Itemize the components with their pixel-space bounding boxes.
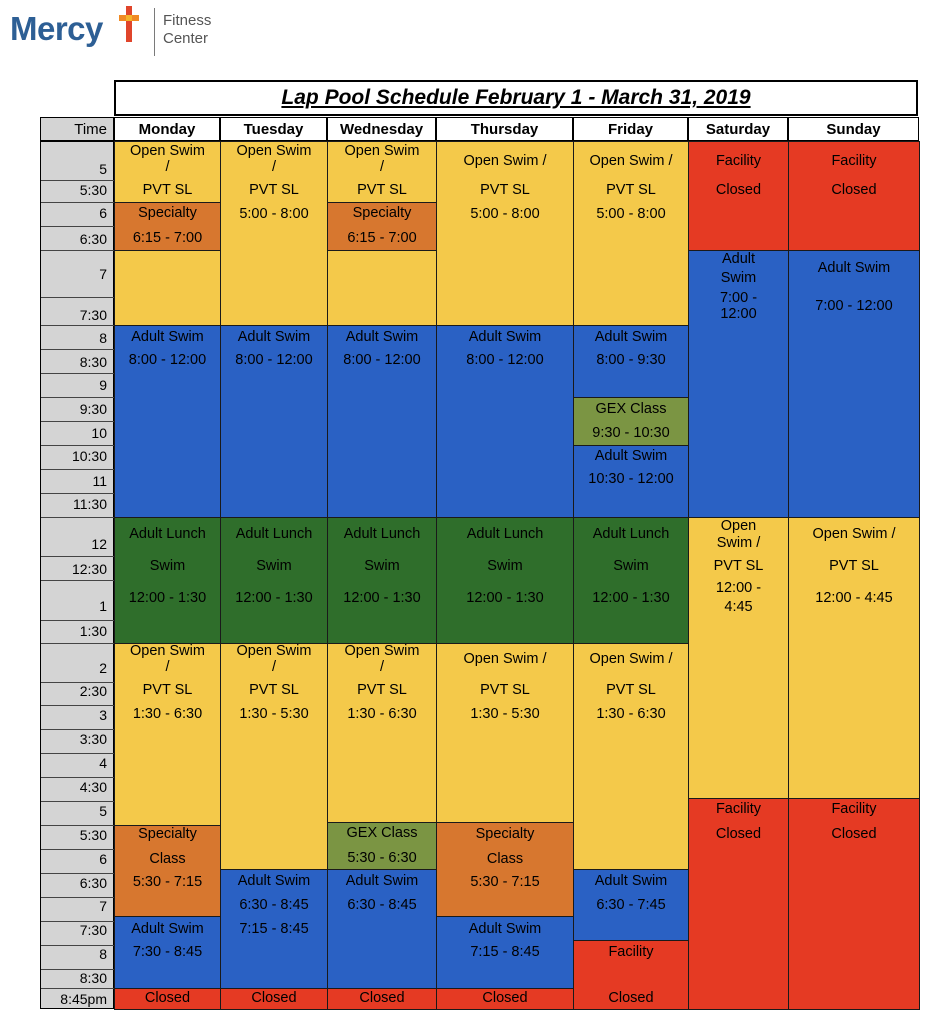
block-text: 12:00 - 1:30 — [128, 590, 207, 606]
schedule-block-mon-adult2 — [114, 916, 221, 989]
time-divider — [41, 517, 115, 518]
schedule-block-tue-adult2 — [220, 869, 328, 989]
block-text: Closed — [359, 990, 405, 1006]
schedule-block-fri-gex — [573, 397, 689, 446]
block-text: Class — [149, 851, 186, 867]
schedule-grid — [40, 117, 919, 1009]
schedule-block-tue-open — [220, 141, 328, 326]
time-label: 8 — [99, 330, 107, 346]
block-text: Swim — [487, 558, 523, 574]
block-text: PVT SL — [480, 182, 530, 198]
block-text: 6:30 - 8:45 — [347, 897, 417, 913]
block-text: / — [379, 159, 385, 175]
block-text: Closed — [715, 826, 762, 842]
time-column — [40, 141, 114, 1009]
block-text: Swim — [613, 558, 649, 574]
block-text: Adult Swim — [131, 921, 204, 937]
schedule-block-tue-open2 — [220, 643, 328, 870]
time-label: 8:30 — [79, 354, 107, 370]
schedule-block-mon-adult — [114, 325, 221, 518]
time-label: 5:30 — [79, 827, 107, 843]
block-text: Open Swim / — [589, 651, 673, 667]
block-text: Swim — [364, 558, 400, 574]
block-text: 7:15 - 8:45 — [470, 944, 540, 960]
block-text: Adult Swim — [468, 329, 542, 345]
logo-separator — [154, 8, 155, 56]
block-text: 10:30 - 12:00 — [588, 471, 674, 487]
block-text: Swim / — [716, 535, 761, 551]
block-text: Adult Lunch — [592, 526, 670, 542]
block-text: Adult Lunch — [343, 526, 421, 542]
block-text: Adult Lunch — [235, 526, 313, 542]
block-text: Adult Swim — [468, 921, 542, 937]
block-text: Open Swim — [344, 143, 420, 159]
block-text: Facility — [715, 801, 762, 817]
logo-subtitle: Fitness Center — [163, 12, 212, 47]
block-text: Closed — [715, 182, 762, 198]
time-label: 2:30 — [79, 683, 107, 699]
block-text: 6:15 - 7:00 — [347, 230, 417, 246]
block-text: / — [271, 659, 277, 675]
block-text: Swim — [256, 558, 292, 574]
time-label: 7:30 — [79, 307, 107, 323]
block-text: Facility — [715, 153, 762, 169]
schedule-block-wed-adult — [327, 325, 437, 518]
schedule-block-fri-adult2 — [573, 445, 689, 518]
time-divider — [41, 325, 115, 326]
schedule-block-sat-closed2 — [688, 798, 789, 1010]
block-text: Closed — [608, 990, 654, 1006]
time-label: 4 — [99, 755, 107, 771]
time-divider — [41, 397, 115, 398]
block-text: Open Swim / — [463, 153, 547, 169]
block-text: PVT SL — [606, 682, 656, 698]
time-divider — [41, 643, 115, 644]
time-divider — [41, 202, 115, 203]
cross-icon — [117, 6, 141, 42]
time-label: 7 — [99, 898, 107, 914]
block-text: PVT SL — [142, 182, 193, 198]
time-label: 6 — [99, 851, 107, 867]
schedule-block-sat-closed1 — [688, 141, 789, 251]
block-text: 6:30 - 7:45 — [596, 897, 666, 913]
block-text: Open Swim — [236, 643, 312, 659]
time-divider — [41, 469, 115, 470]
header-saturday: Saturday — [688, 117, 788, 141]
block-text: Adult Lunch — [129, 526, 206, 542]
block-text: Swim — [720, 270, 757, 286]
time-divider — [41, 297, 115, 298]
block-text: Closed — [482, 990, 528, 1006]
block-text: Closed — [831, 826, 877, 842]
time-divider — [41, 180, 115, 181]
time-divider — [41, 753, 115, 754]
block-text: / — [379, 659, 385, 675]
block-text: 12:00 - 1:30 — [592, 590, 670, 606]
schedule-block-mon-open2 — [114, 643, 221, 826]
block-text: / — [165, 159, 170, 175]
time-divider — [41, 777, 115, 778]
block-text: 1:30 - 6:30 — [132, 706, 203, 722]
time-label: 1:30 — [79, 623, 107, 639]
time-divider — [41, 493, 115, 494]
schedule-block-fri-closed — [573, 940, 689, 1010]
header-wednesday: Wednesday — [327, 117, 436, 141]
time-label: 12 — [91, 536, 107, 552]
block-text: Open Swim — [130, 143, 205, 159]
time-label: 7 — [99, 266, 107, 282]
block-text: 5:00 - 8:00 — [596, 206, 666, 222]
block-text: 1:30 - 5:30 — [470, 706, 540, 722]
header-sunday: Sunday — [788, 117, 919, 141]
schedule-block-sat-open — [688, 517, 789, 799]
block-text: 7:00 - 12:00 — [815, 298, 893, 314]
time-label: 8 — [99, 946, 107, 962]
time-label: 5 — [99, 803, 107, 819]
block-text: 7:30 - 8:45 — [132, 944, 203, 960]
time-divider — [41, 445, 115, 446]
header-thursday: Thursday — [436, 117, 573, 141]
logo-brand: Mercy — [10, 10, 103, 47]
schedule-block-mon-closed — [114, 988, 221, 1010]
block-text: Adult Swim — [131, 329, 204, 345]
time-divider — [41, 580, 115, 581]
schedule-block-wed-lunch — [327, 517, 437, 644]
schedule-block-mon-blank — [114, 250, 221, 326]
block-text: 12:00 - — [715, 580, 762, 596]
time-label: 8:45pm — [60, 991, 107, 1007]
time-divider — [41, 556, 115, 557]
block-text: Adult Swim — [345, 329, 419, 345]
schedule-block-wed-open — [327, 141, 437, 203]
block-text: 12:00 - 4:45 — [815, 590, 893, 606]
time-label: 10:30 — [71, 448, 107, 464]
schedule-block-wed-spec1 — [327, 202, 437, 251]
time-divider — [41, 705, 115, 706]
header-friday: Friday — [573, 117, 688, 141]
block-text: / — [165, 659, 170, 675]
block-text: 8:00 - 12:00 — [343, 352, 421, 368]
schedule-block-thu-open — [436, 141, 574, 326]
schedule-block-fri-open2 — [573, 643, 689, 870]
block-text: 7:00 - — [719, 290, 758, 306]
schedule-block-tue-lunch — [220, 517, 328, 644]
block-text: / — [271, 159, 277, 175]
schedule-block-sun-adult — [788, 250, 920, 518]
time-divider — [41, 421, 115, 422]
header-monday: Monday — [114, 117, 220, 141]
block-text: Adult Lunch — [466, 526, 544, 542]
block-text: PVT SL — [142, 682, 193, 698]
schedule-block-mon-lunch — [114, 517, 221, 644]
schedule-block-fri-adult3 — [573, 869, 689, 941]
time-label: 9:30 — [79, 401, 107, 417]
block-text: Adult Swim — [594, 448, 668, 464]
schedule-block-thu-open2 — [436, 643, 574, 823]
block-text: PVT SL — [357, 182, 407, 198]
time-label: 11:30 — [73, 496, 107, 512]
schedule-block-sun-closed1 — [788, 141, 920, 251]
block-text: Adult Swim — [237, 329, 311, 345]
block-text: Open Swim — [236, 143, 312, 159]
time-label: 2 — [99, 660, 107, 676]
time-divider — [41, 873, 115, 874]
schedule-block-sun-open — [788, 517, 920, 799]
block-text: 9:30 - 10:30 — [592, 425, 670, 441]
header-tuesday: Tuesday — [220, 117, 327, 141]
schedule-block-mon-spec1 — [114, 202, 221, 251]
schedule-block-sun-closed2 — [788, 798, 920, 1010]
block-text: 8:00 - 12:00 — [128, 352, 207, 368]
time-divider — [41, 250, 115, 251]
block-text: 5:30 - 7:15 — [132, 874, 203, 890]
block-text: Closed — [251, 990, 297, 1006]
time-divider — [41, 729, 115, 730]
block-text: Adult Swim — [817, 260, 891, 276]
time-label: 10 — [91, 425, 107, 441]
block-text: 8:00 - 12:00 — [235, 352, 313, 368]
block-text: 7:15 - 8:45 — [239, 921, 309, 937]
block-text: GEX Class — [595, 401, 667, 417]
time-label: 11 — [92, 473, 107, 489]
schedule-block-mon-open — [114, 141, 221, 203]
block-text: 12:00 - 1:30 — [466, 590, 544, 606]
time-label: 6 — [99, 205, 107, 221]
time-label: 1 — [99, 598, 107, 614]
time-divider — [41, 801, 115, 802]
block-text: 1:30 - 5:30 — [239, 706, 309, 722]
time-label: 6:30 — [79, 231, 107, 247]
time-divider — [41, 226, 115, 227]
time-label: 3 — [99, 707, 107, 723]
block-text: PVT SL — [480, 682, 530, 698]
block-text: Open — [720, 518, 757, 534]
block-text: PVT SL — [829, 558, 879, 574]
block-text: Specialty — [352, 205, 412, 221]
block-text: Open Swim — [130, 643, 205, 659]
time-divider — [41, 825, 115, 826]
block-text: 6:15 - 7:00 — [132, 230, 203, 246]
block-text: Specialty — [138, 826, 197, 842]
schedule-block-thu-closed — [436, 988, 574, 1010]
schedule-block-thu-spec — [436, 822, 574, 917]
block-text: Swim — [149, 558, 186, 574]
schedule-block-wed-closed — [327, 988, 437, 1010]
block-text: Adult Swim — [345, 873, 419, 889]
block-text: 5:30 - 6:30 — [347, 850, 417, 866]
time-divider — [41, 988, 115, 989]
schedule-block-tue-closed — [220, 988, 328, 1010]
time-label: 4:30 — [79, 779, 107, 795]
block-text: PVT SL — [606, 182, 656, 198]
block-text: Open Swim / — [463, 651, 547, 667]
block-text: 1:30 - 6:30 — [596, 706, 666, 722]
time-divider — [41, 849, 115, 850]
block-text: Specialty — [138, 205, 197, 221]
time-divider — [41, 373, 115, 374]
block-text: Open Swim / — [812, 526, 896, 542]
schedule-title: Lap Pool Schedule February 1 - March 31, 2019 — [281, 86, 751, 109]
block-text: Adult Swim — [594, 873, 668, 889]
block-text: 8:00 - 12:00 — [466, 352, 544, 368]
schedule-block-sat-adult — [688, 250, 789, 518]
time-label: 3:30 — [79, 731, 107, 747]
time-label: 8:30 — [79, 970, 107, 986]
block-text: Open Swim / — [589, 153, 673, 169]
schedule-block-wed-open2 — [327, 643, 437, 823]
block-text: PVT SL — [249, 182, 299, 198]
block-text: 4:45 — [724, 599, 753, 615]
block-text: 5:00 - 8:00 — [470, 206, 540, 222]
block-text: PVT SL — [713, 558, 764, 574]
time-divider — [41, 620, 115, 621]
schedule-block-fri-adult — [573, 325, 689, 398]
block-text: 12:00 — [720, 306, 757, 322]
block-text: Facility — [608, 944, 654, 960]
schedule-block-mon-spec2 — [114, 825, 221, 917]
block-text: Class — [486, 851, 524, 867]
block-text: Facility — [831, 153, 877, 169]
block-text: 1:30 - 6:30 — [347, 706, 417, 722]
schedule-block-thu-adult — [436, 325, 574, 518]
time-divider — [41, 349, 115, 350]
time-label: 5:30 — [79, 182, 107, 198]
block-text: Specialty — [475, 826, 535, 842]
block-text: PVT SL — [249, 682, 299, 698]
block-text: 12:00 - 1:30 — [235, 590, 313, 606]
block-text: Closed — [144, 990, 191, 1006]
block-text: 12:00 - 1:30 — [343, 590, 421, 606]
schedule-block-thu-lunch — [436, 517, 574, 644]
block-text: PVT SL — [357, 682, 407, 698]
time-label: 6:30 — [79, 875, 107, 891]
schedule-title-box — [114, 80, 918, 116]
schedule-block-thu-adult2 — [436, 916, 574, 989]
block-text: 8:00 - 9:30 — [596, 352, 666, 368]
block-text: Facility — [831, 801, 877, 817]
block-text: GEX Class — [346, 825, 418, 841]
schedule-block-fri-open — [573, 141, 689, 326]
block-text: Open Swim — [344, 643, 420, 659]
time-label: 7:30 — [79, 922, 107, 938]
schedule-block-wed-adult2 — [327, 869, 437, 989]
time-label: 5 — [99, 161, 107, 177]
header-time: Time — [40, 117, 114, 141]
block-text: Adult Swim — [594, 329, 668, 345]
schedule-block-wed-gex — [327, 822, 437, 870]
block-text: 5:00 - 8:00 — [239, 206, 309, 222]
block-text: 5:30 - 7:15 — [470, 874, 540, 890]
schedule-block-fri-lunch — [573, 517, 689, 644]
schedule-block-tue-adult — [220, 325, 328, 518]
block-text: Closed — [831, 182, 877, 198]
schedule-block-wed-blank — [327, 250, 437, 326]
block-text: Adult Swim — [237, 873, 311, 889]
block-text: 6:30 - 8:45 — [239, 897, 309, 913]
block-text: Adult — [721, 251, 756, 267]
time-label: 9 — [99, 377, 107, 393]
time-label: 12:30 — [71, 561, 107, 577]
